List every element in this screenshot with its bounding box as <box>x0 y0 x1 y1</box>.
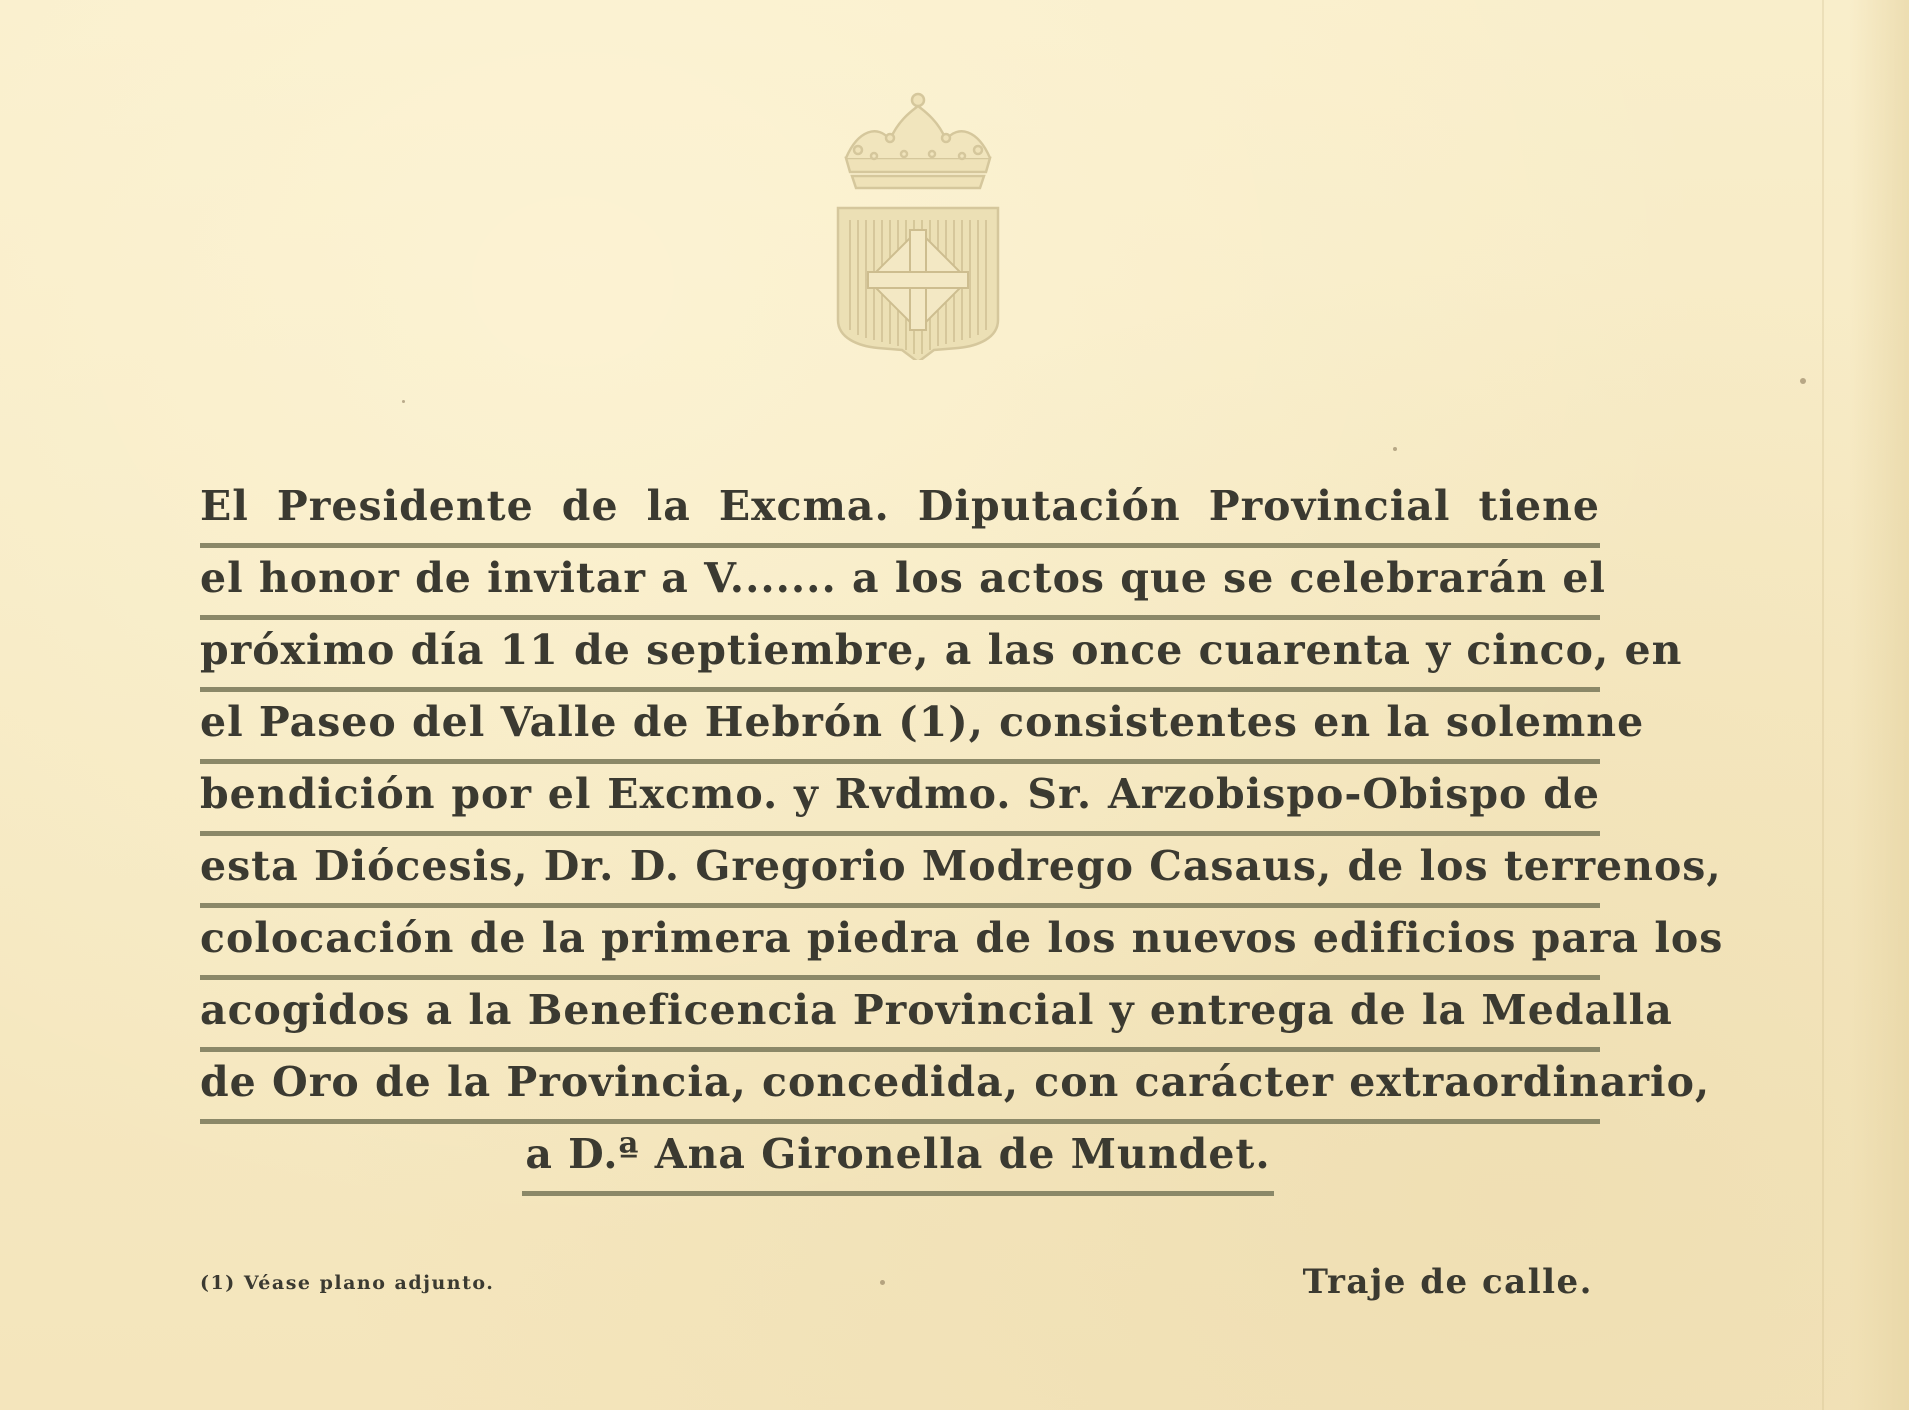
paper-fold <box>1822 0 1824 1410</box>
invitation-closing-line: a D.ª Ana Gironella de Mundet. <box>522 1124 1274 1196</box>
invitation-text <box>200 476 1724 1196</box>
invitation-line: de Oro de la Provincia, concedida, con carácter extraordinario, <box>200 1052 1600 1124</box>
paper-speck <box>1800 378 1806 384</box>
invitation-line: colocación de la primera piedra de los nuevos edificios para los <box>200 908 1600 980</box>
invitation-line: próximo día 11 de septiembre, a las once cuarenta y cinco, en <box>200 620 1600 692</box>
paper-speck <box>1393 447 1397 451</box>
paper-edge <box>1849 0 1909 1410</box>
invitation-line: esta Diócesis, Dr. D. Gregorio Modrego Casaus, de los terrenos, <box>200 836 1600 908</box>
invitation-line: bendición por el Excmo. y Rvdmo. Sr. Arzobispo-Obispo de <box>200 764 1600 836</box>
dress-code: Traje de calle. <box>1302 1262 1593 1302</box>
paper-speck <box>880 1280 885 1285</box>
invitation-line: acogidos a la Beneficencia Provincial y entrega de la Medalla <box>200 980 1600 1052</box>
invitation-line: el honor de invitar a V....... a los actos que se celebrarán el <box>200 548 1600 620</box>
invitation-line: el Paseo del Valle de Hebrón (1), consistentes en la solemne <box>200 692 1600 764</box>
coat-of-arms-icon <box>818 80 1018 360</box>
footnote: (1) Véase plano adjunto. <box>200 1272 495 1294</box>
invitation-line: El Presidente de la Excma. Diputación Provincial tiene <box>200 476 1600 548</box>
paper-speck <box>402 400 405 403</box>
